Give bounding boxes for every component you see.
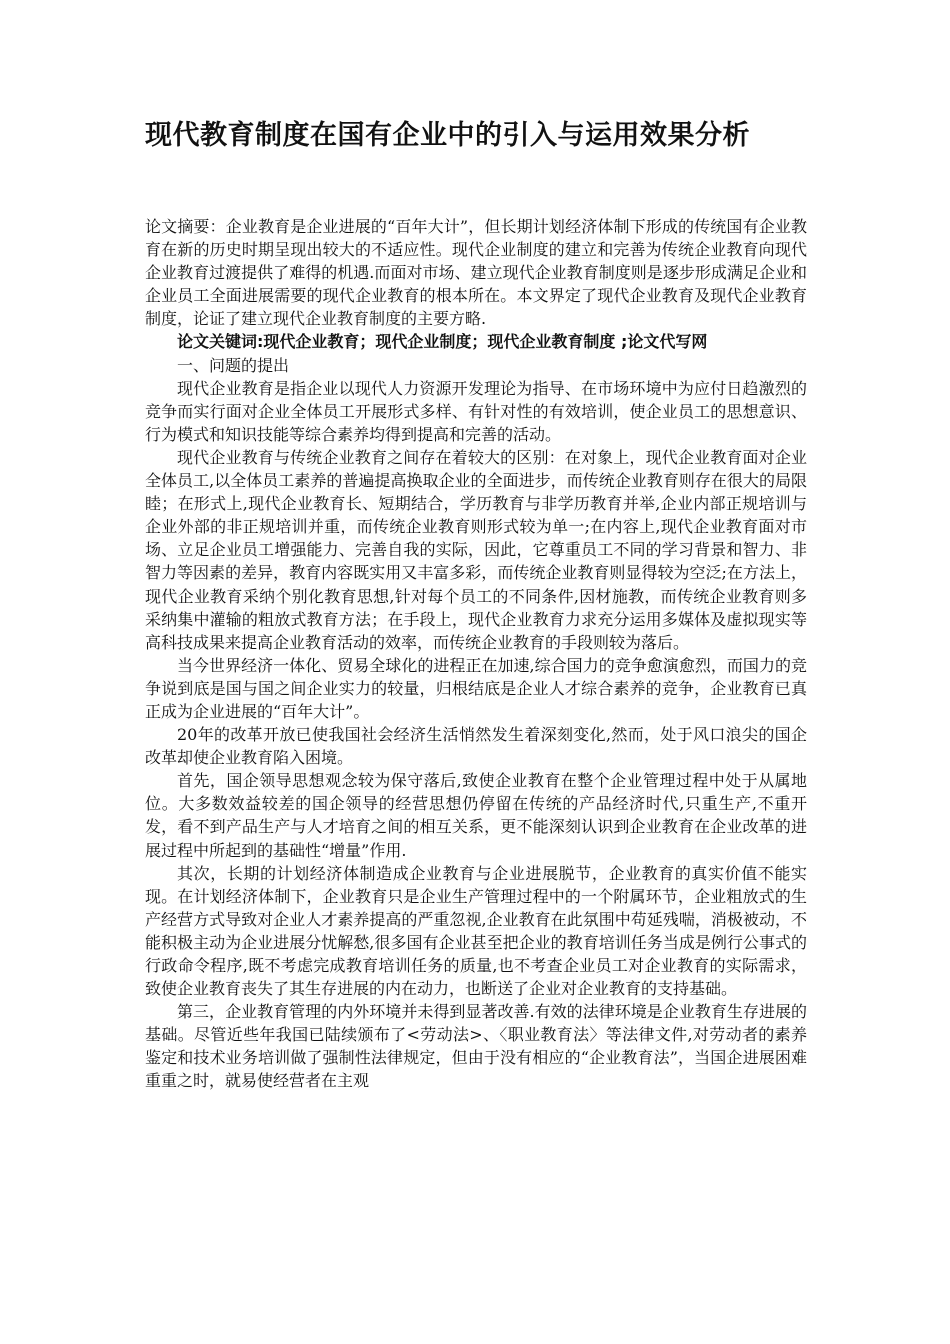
body-paragraph: 现代企业教育与传统企业教育之间存在着较大的区别：在对象上，现代企业教育面对企业全体员工,以全体员工素养的普遍提高换取企业的全面进步，而传统企业教育则存在很大的局限睦；在形式上,现代企业教育长、短期结合，学历教育与非学历教育并举,企业内部正规培训与企业外部的非正规培训并重，而传统企业教育则形式较为单一;在内容上,现代企业教育面对市场、立足企业员工增强能力、完善自我的实际，因此，它尊重员工不同的学习背景和智力、非智力等因素的差异，教育内容既实用又丰富多彩，而传统企业教育则显得较为空泛;在方法上，现代企业教育采纳个别化教育思想,针对每个员工的不同条件,因材施教，而传统企业教育则多采纳集中灌输的粗放式教育方法；在手段上，现代企业教育力求充分运用多媒体及虚拟现实等高科技成果来提高企业教育活动的效率，而传统企业教育的手段则较为落后。 (145, 447, 807, 652)
body-paragraph: 首先，国企领导思想观念较为保守落后,致使企业教育在整个企业管理过程中处于从属地位。大多数效益较差的国企领导的经营思想仍停留在传统的产品经济时代,只重生产,不重开发，看不到产品生产与人才培育之间的相互关系，更不能深刻认识到企业教育在企业改革的进展过程中所起到的基础性“增量”作用. (145, 771, 807, 860)
abstract-paragraph: 论文摘要：企业教育是企业进展的“百年大计”，但长期计划经济体制下形成的传统国有企业教育在新的历史时期呈现出较大的不适应性。现代企业制度的建立和完善为传统企业教育向现代企业教育过渡提供了难得的机遇.而面对市场、建立现代企业教育制度则是逐步形成满足企业和企业员工全面进展需要的现代企业教育的根本所在。本文界定了现代企业教育及现代企业教育制度，论证了建立现代企业教育制度的主要方略. (145, 217, 807, 329)
body-paragraph: 20年的改革开放已使我国社会经济生活悄然发生着深刻变化,然而，处于风口浪尖的国企改革却使企业教育陷入困境。 (145, 725, 807, 768)
body-paragraph: 现代企业教育是指企业以现代人力资源开发理论为指导、在市场环境中为应付日趋激烈的竞争而实行面对企业全体员工开展形式多样、有针对性的有效培训，使企业员工的思想意识、行为模式和知识技能等综合素养均得到提高和完善的活动。 (145, 378, 807, 444)
document-title: 现代教育制度在国有企业中的引入与运用效果分析 (145, 120, 750, 151)
document-body (145, 215, 807, 1093)
body-paragraph: 当今世界经济一体化、贸易全球化的进程正在加速,综合国力的竞争愈演愈烈，而国力的竞争说到底是国与国之间企业实力的较量，归根结底是企业人才综合素养的竞争，企业教育已真正成为企业进展的“百年大计”。 (145, 655, 807, 721)
body-paragraph: 其次，长期的计划经济体制造成企业教育与企业进展脱节，企业教育的真实价值不能实现。在计划经济体制下，企业教育只是企业生产管理过程中的一个附属环节，企业粗放式的生产经营方式导致对企业人才素养提高的严重忽视,企业教育在此氛围中苟延残喘，消极被动，不能积极主动为企业进展分忧解愁,很多国有企业甚至把企业的教育培训任务当成是例行公事式的行政命令程序,既不考虑完成教育培训任务的质量,也不考查企业员工对企业教育的实际需求，致使企业教育丧失了其生存进展的内在动力，也断送了企业对企业教育的支持基础。 (145, 863, 807, 999)
keywords-line: 论文关键词:现代企业教育；现代企业制度；现代企业教育制度 ;论文代写网 (177, 332, 708, 352)
body-paragraph: 第三，企业教育管理的内外环境并未得到显著改善.有效的法律环境是企业教育生存进展的基础。尽管近些年我国已陆续颁布了<劳动法>、〈职业教育法〉等法律文件,对劳动者的素养鉴定和技术业务培训做了强制性法律规定，但由于没有相应的“企业教育法”，当国企进展困难重重之时，就易使经营者在主观 (145, 1002, 807, 1091)
document-page (145, 0, 807, 1093)
section-heading: 一、问题的提出 (177, 355, 290, 375)
